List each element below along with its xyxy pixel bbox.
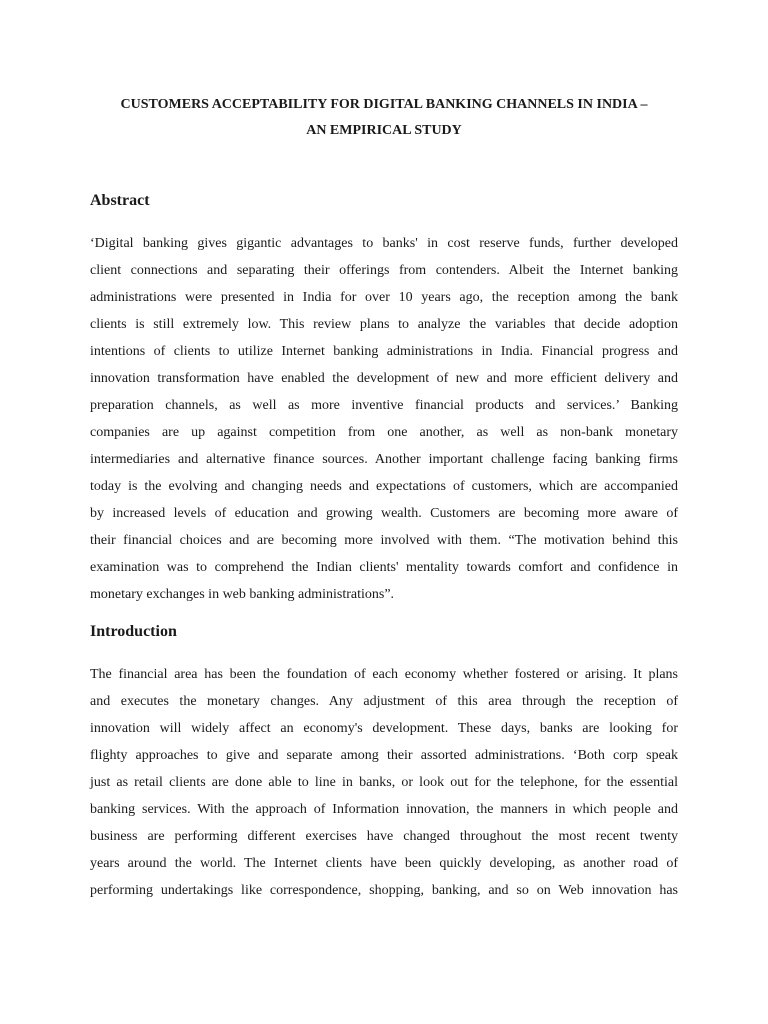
introduction-line: just as retail clients are done able to line in banks, or look out for the telephone, for the essential xyxy=(90,775,678,790)
abstract-line: companies are up against competition from one another, as well as non-bank monetary xyxy=(90,425,678,440)
abstract-line: innovation transformation have enabled the development of new and more efficient delivery and xyxy=(90,371,678,386)
abstract-line: ‘Digital banking gives gigantic advantages to banks' in cost reserve funds, further developed xyxy=(90,236,678,251)
abstract-line: by increased levels of education and growing wealth. Customers are becoming more aware of xyxy=(90,506,678,521)
introduction-line: The financial area has been the foundation of each economy whether fostered or arising. It plans xyxy=(90,667,678,682)
abstract-line: administrations were presented in India for over 10 years ago, the reception among the bank xyxy=(90,290,678,305)
introduction-line: performing undertakings like correspondence, shopping, banking, and so on Web innovation has xyxy=(90,883,678,898)
abstract-line: client connections and separating their offerings from contenders. Albeit the Internet banking xyxy=(90,263,678,278)
abstract-line: intentions of clients to utilize Internet banking administrations in India. Financial progress and xyxy=(90,344,678,359)
title-line-1: CUSTOMERS ACCEPTABILITY FOR DIGITAL BANKING CHANNELS IN INDIA – xyxy=(120,97,648,112)
abstract-line: their financial choices and are becoming more involved with them. “The motivation behind this xyxy=(90,533,678,548)
introduction-line: banking services. With the approach of Information innovation, the manners in which people and xyxy=(90,802,678,817)
abstract-line: intermediaries and alternative finance sources. Another important challenge facing banking firms xyxy=(90,452,678,467)
abstract-line: examination was to comprehend the Indian clients' mentality towards comfort and confidence in xyxy=(90,560,678,575)
abstract-line: clients is still extremely low. This review plans to analyze the variables that decide adoption xyxy=(90,317,678,332)
introduction-line: years around the world. The Internet clients have been quickly developing, as another road of xyxy=(90,856,678,871)
introduction-body xyxy=(90,661,678,904)
introduction-line: and executes the monetary changes. Any adjustment of this area through the reception of xyxy=(90,694,678,709)
abstract-line: monetary exchanges in web banking administrations”. xyxy=(90,587,395,602)
introduction-line: business are performing different exercises have changed throughout the most recent twenty xyxy=(90,829,678,844)
abstract-heading: Abstract xyxy=(90,192,150,209)
introduction-heading: Introduction xyxy=(90,623,177,640)
abstract-line: today is the evolving and changing needs and expectations of customers, which are accompanied xyxy=(90,479,678,494)
title-line-2: AN EMPIRICAL STUDY xyxy=(306,123,462,138)
document-title xyxy=(90,92,678,144)
introduction-line: innovation will widely affect an economy's development. These days, banks are looking for xyxy=(90,721,678,736)
abstract-line: preparation channels, as well as more inventive financial products and services.’ Banking xyxy=(90,398,678,413)
introduction-line: flighty approaches to give and separate among their assorted administrations. ‘Both corp speak xyxy=(90,748,678,763)
abstract-body xyxy=(90,230,678,608)
